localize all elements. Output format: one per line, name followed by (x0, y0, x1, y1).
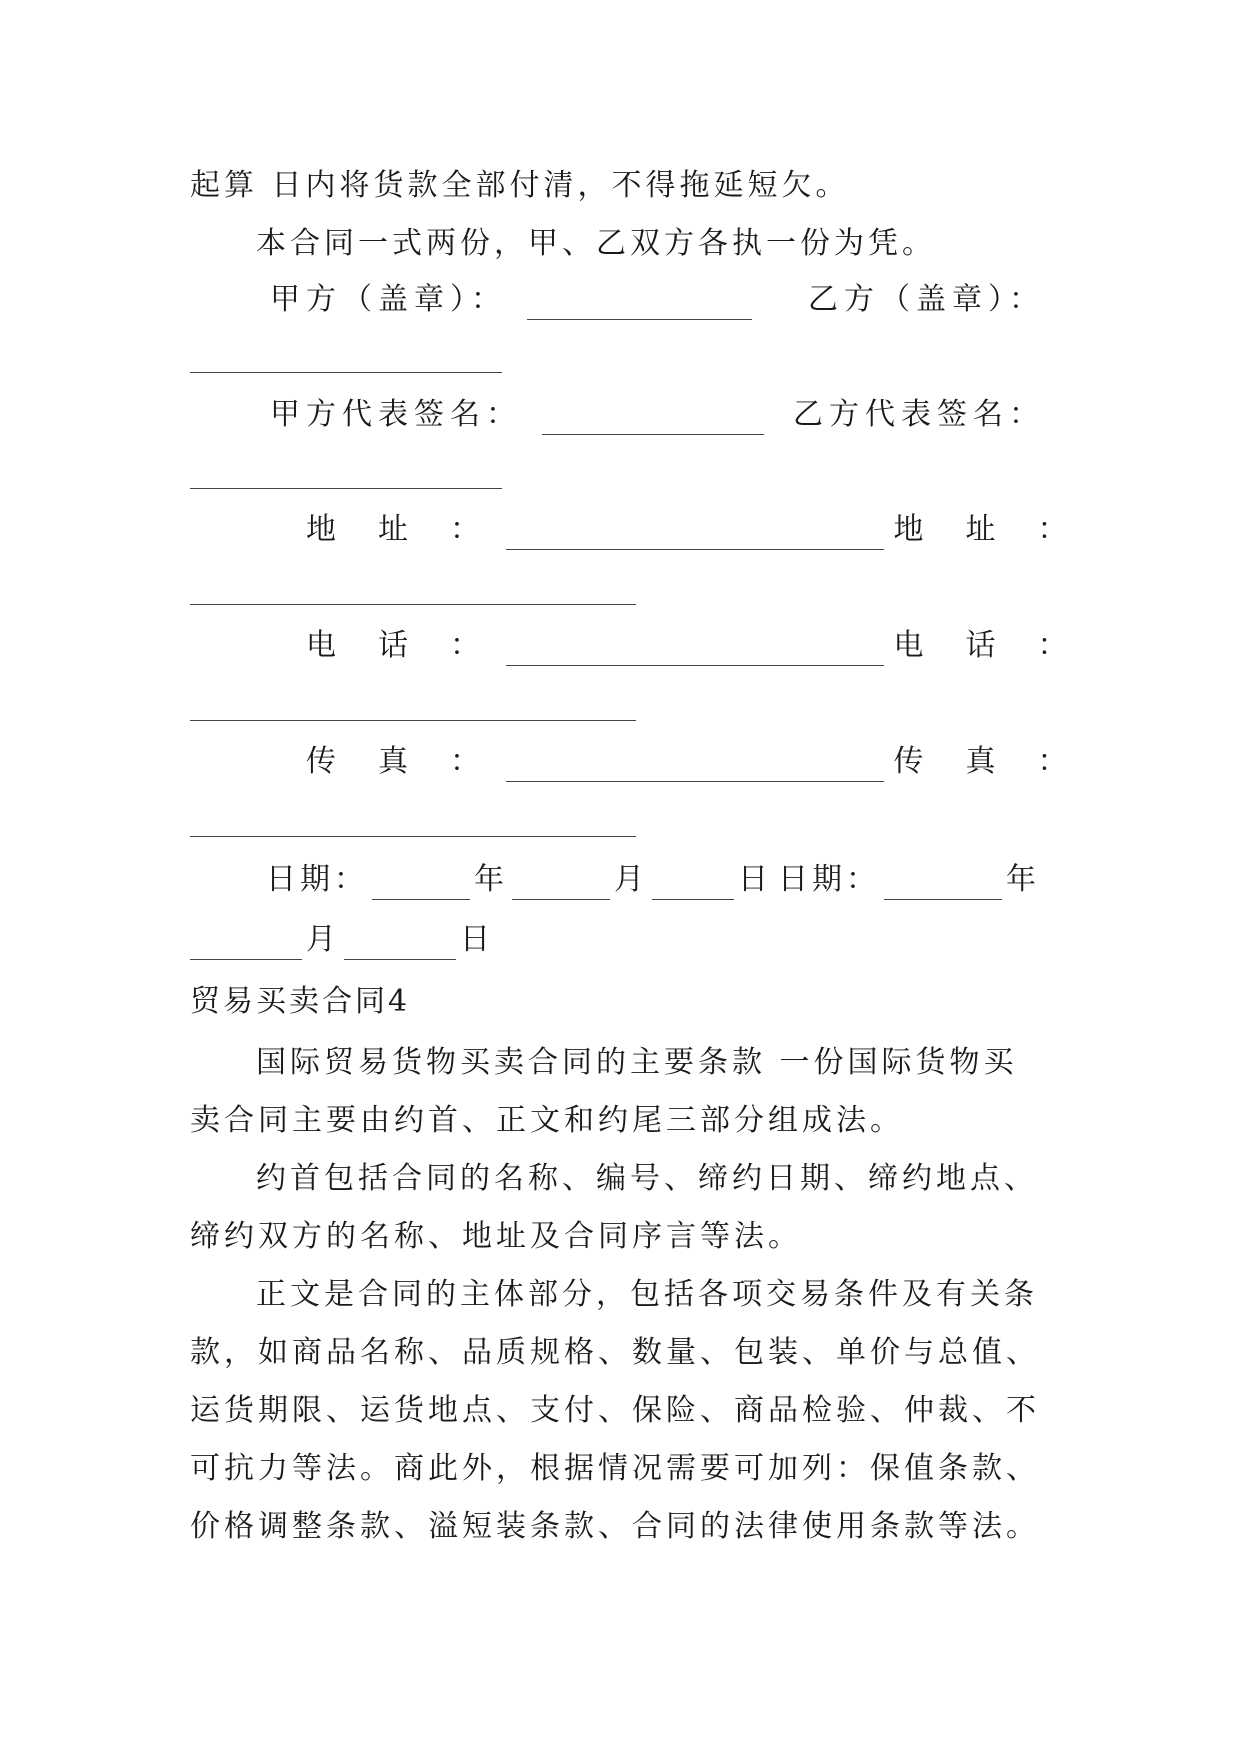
paragraph-preamble: 约首包括合同的名称、编号、缔约日期、缔约地点、缔约双方的名称、地址及合同序言等法。 (190, 1161, 1038, 1254)
party-b-seal-label: 乙方（盖章）： (808, 282, 1045, 317)
party-b-phone-label: 电 话 ： (893, 628, 1074, 663)
address-row (190, 510, 1074, 550)
date-row-continued (190, 920, 494, 960)
month-label-a: 月 (614, 862, 648, 897)
day-label-a: 日 (738, 862, 772, 897)
party-b-rep-label: 乙方代表签名： (793, 397, 1045, 432)
party-a-date-label: 日期： (266, 862, 368, 897)
party-a-address-label: 地 址 ： (306, 512, 486, 547)
paragraph-main-terms: 国际贸易货物买卖合同的主要条款 一份国际货物买卖合同主要由约首、正文和约尾三部分组成法。 (190, 1045, 1018, 1138)
day-blank-b (344, 933, 456, 960)
signature-rep-row (190, 395, 1045, 435)
fax-row (190, 742, 1074, 782)
party-a-seal-blank (527, 293, 752, 320)
signature-seal-row (190, 280, 1045, 320)
year-label-a: 年 (474, 862, 508, 897)
date-row (266, 860, 1040, 900)
year-blank-b (884, 873, 1002, 900)
year-blank-a (372, 873, 470, 900)
paragraph-body-terms: 正文是合同的主体部分，包括各项交易条件及有关条款，如商品名称、品质规格、数量、包装、单价与总值、运货期限、运货地点、支付、保险、商品检验、仲裁、不可抗力等法。商此外，根据情况需要可加列：保值条款、价格调整条款、溢短装条款、合同的法律使用条款等法。 (190, 1277, 1040, 1544)
section-title: 贸易买卖合同4 (190, 984, 411, 1019)
party-a-address-blank (506, 523, 884, 550)
day-blank-a (652, 873, 734, 900)
party-a-phone-blank (506, 639, 884, 666)
party-b-address-blank (190, 604, 636, 605)
paragraph-payment: 起算 日内将货款全部付清，不得拖延短欠。 (190, 168, 850, 203)
month-blank-a (512, 873, 610, 900)
party-b-address-label: 地 址 ： (893, 512, 1074, 547)
party-b-rep-blank (190, 488, 502, 489)
month-blank-b (190, 933, 302, 960)
party-b-phone-blank (190, 720, 636, 721)
party-b-seal-blank (190, 372, 502, 373)
party-a-seal-label: 甲方（盖章）： (270, 282, 507, 317)
party-a-rep-label: 甲方代表签名： (270, 397, 522, 432)
paragraph-copies: 本合同一式两份，甲、乙双方各执一份为凭。 (256, 226, 936, 261)
party-b-fax-label: 传 真 ： (893, 744, 1074, 779)
phone-row (190, 626, 1074, 666)
party-a-rep-blank (542, 408, 764, 435)
day-label-b: 日 (460, 922, 494, 957)
party-a-fax-blank (506, 755, 884, 782)
month-label-b: 月 (306, 922, 340, 957)
party-a-phone-label: 电 话 ： (306, 628, 486, 663)
party-b-date-label: 日期： (778, 862, 880, 897)
party-a-fax-label: 传 真 ： (306, 744, 486, 779)
year-label-b: 年 (1006, 862, 1040, 897)
party-b-fax-blank (190, 836, 636, 837)
